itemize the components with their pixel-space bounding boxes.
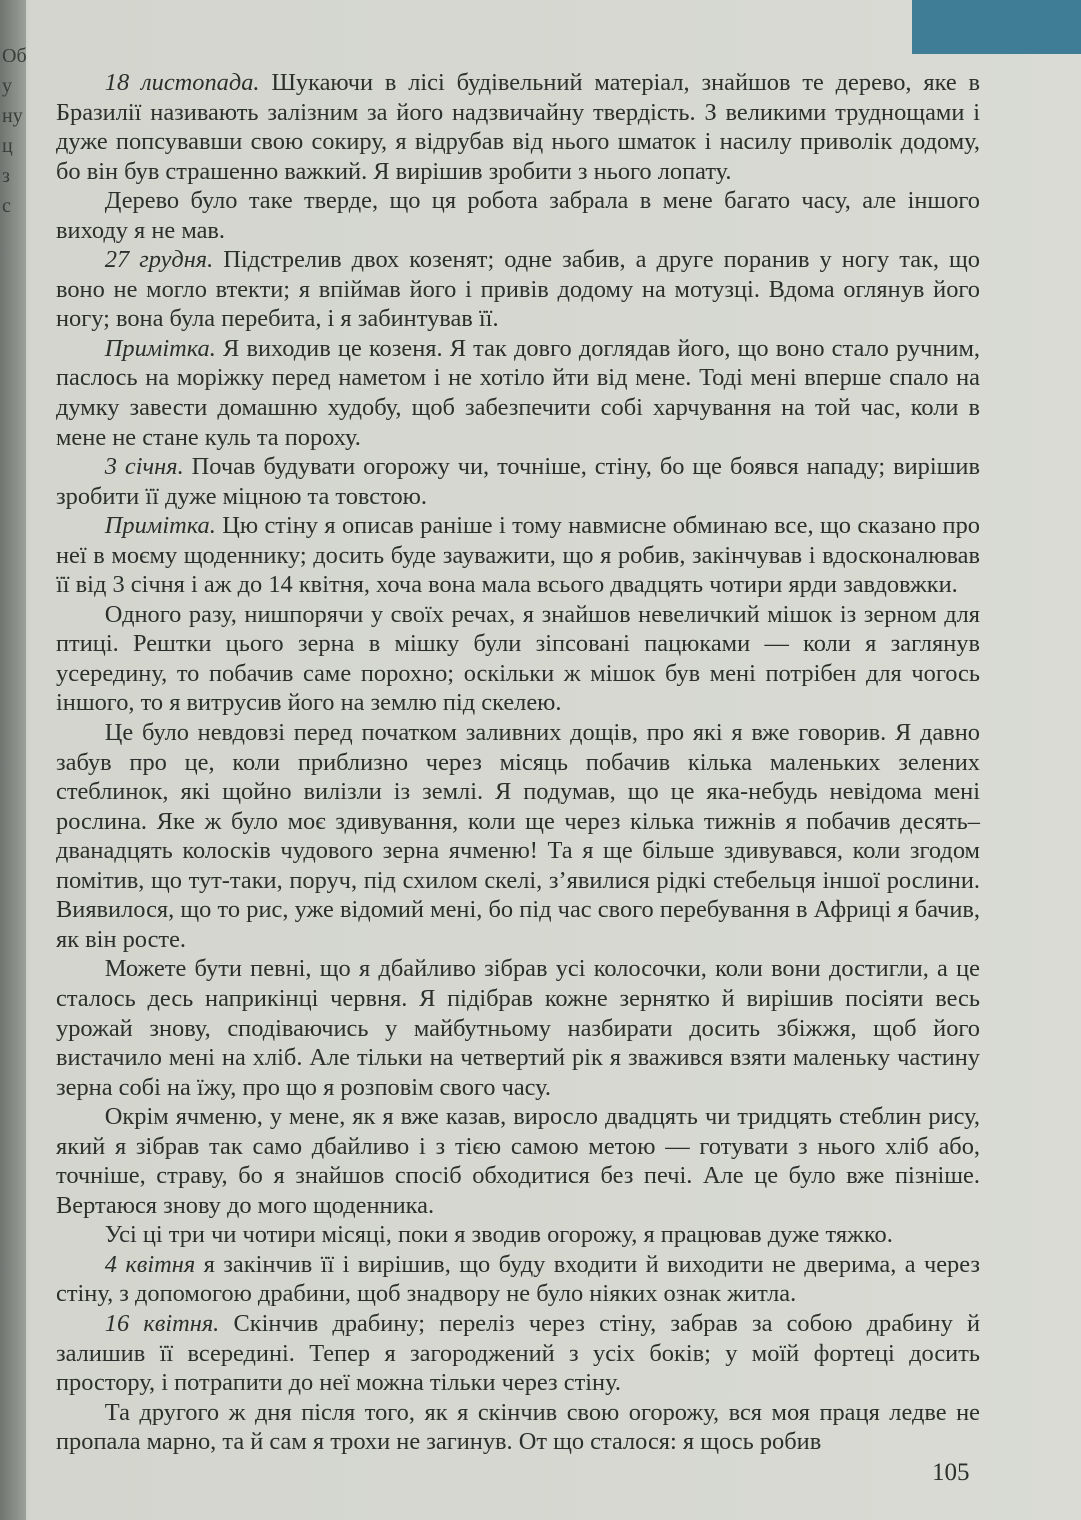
paragraph (56, 1102, 980, 1220)
diary-date: 4 квітня (104, 1250, 196, 1278)
paragraph (56, 186, 980, 245)
note-label: Примітка. (104, 334, 216, 362)
margin-fragment: Об (2, 45, 27, 67)
margin-fragment: з (2, 165, 10, 187)
paragraph-text: я закінчив її і вирішив, що буду входити й виходити не дверима, а через стіну, з допомогою драбини, щоб знадвору не було ніяких ознак житла. (56, 1250, 980, 1308)
paragraph (56, 718, 980, 954)
paragraph (56, 1220, 980, 1250)
paragraph (56, 1250, 980, 1309)
paragraph-text: Усі ці три чи чотири місяці, поки я зводив огорожу, я працював дуже тяжко. (104, 1221, 893, 1249)
book-spine-shadow (0, 0, 26, 1520)
paragraph-text: Одного разу, нишпорячи у своїх речах, я знайшов невеличкий мішок із зерном для птиці. Рештки цього зерна в мішку були зіпсовані пацюками — коли я заглянув усередину, то побачив саме порохно; оскільки ж мішок був мені потрібен для чогось іншого, то я витрусив його на землю під скелею. (56, 600, 980, 717)
margin-fragment: у (2, 75, 12, 97)
paragraph (56, 1309, 980, 1398)
paragraph-text: Скінчив драбину; переліз через стіну, забрав за собою драбину й залишив її всередині. Тепер я загороджений з усіх боків; у моїй фортеці досить простору, і потрапити до неї можна тільки через стіну. (56, 1309, 980, 1397)
paragraph (56, 452, 980, 511)
paragraph-text: Я виходив це козеня. Я так довго доглядав його, що воно стало ручним, паслось на моріжку перед наметом і не хотіло йти від мене. Тоді мені вперше спало на думку завести домашню худобу, щоб забезпечити собі харчування на той час, коли в мене не стане куль та пороху. (56, 334, 980, 451)
paragraph-text: Та другого ж дня після того, як я скінчив свою огорожу, вся моя праця ледве не пропала марно, та й сам я трохи не загинув. От що сталося: я щось робив (56, 1398, 980, 1456)
page-number: 105 (932, 1459, 970, 1486)
paragraph-text: Почав будувати огорожу чи, точніше, стіну, бо ще боявся нападу; вирішив зробити її дуже міцною та товстою. (56, 453, 980, 510)
margin-fragment: ну (2, 105, 23, 127)
diary-date: 27 грудня. (104, 246, 214, 274)
paragraph (56, 600, 980, 718)
paragraph-text: Можете бути певні, що я дбайливо зібрав усі колосочки, коли вони достигли, а це сталось десь наприкінці червня. Я підібрав кожне зернятко й вирішив посіяти весь урожай знову, сподіваючись у майбутньому назбирати досить збіжжя, щоб його вистачило мені на хліб. Але тільки на четвертий рік я зважився взяти маленьку частину зерна собі на їжу, про що я розповім свого часу. (56, 955, 980, 1101)
paragraph-text: Дерево було таке тверде, що ця робота забрала в мене багато часу, але іншого виходу я не мав. (56, 187, 980, 244)
paragraph (56, 334, 980, 452)
diary-date: 18 листопада. (104, 69, 260, 96)
paragraph (56, 1398, 980, 1457)
note-label: Примітка. (104, 512, 216, 540)
paragraph (56, 511, 980, 600)
paragraph (56, 68, 980, 186)
paragraph-text: Це було невдовзі перед початком заливних дощів, про які я вже говорив. Я давно забув про це, коли приблизно через місяць побачив кілька маленьких зелених стеблинок, які щойно вилізли із землі. Я подумав, що це яка-небудь невідома мені рослина. Яке ж було моє здивування, коли ще через кілька тижнів я побачив десять–дванадцять колосків чудового зерна ячменю! Та я ще більше здивувався, коли згодом помітив, що тут-таки, поруч, під схилом скелі, з’явилися рідкі стебельця іншої рослини. Виявилося, що то рис, уже відомий мені, бо під час свого перебування в Африці я бачив, як він росте. (56, 719, 980, 953)
section-color-tab (912, 0, 1081, 54)
margin-fragment: ц (2, 135, 13, 157)
paragraph-text: Шукаючи в лісі будівельний матеріал, знайшов те дерево, яке в Бразилії називають залізним за його надзвичайну твердість. З великими труднощами і дуже попсувавши свою сокиру, я відрубав від нього шматок і насилу приволік додому, бо він був страшенно важкий. Я вирішив зробити з нього лопату. (56, 69, 980, 185)
body-text (56, 68, 980, 1457)
diary-date: 3 січня. (104, 453, 184, 481)
diary-date: 16 квітня. (104, 1309, 220, 1337)
paragraph (56, 245, 980, 334)
paragraph-text: Підстрелив двох козенят; одне забив, а друге поранив у ногу так, що воно не могло втекти; я впіймав його і привів додому на мотузці. Вдома оглянув його ногу; вона була перебита, і я забинтував її. (56, 246, 980, 333)
paragraph-text: Цю стіну я описав раніше і тому навмисне обминаю все, що сказано про неї в моєму щоденнику; досить буде зауважити, що я робив, закінчував і вдосконалював її від 3 січня і аж до 14 квітня, хоча вона мала всього двадцять чотири ярди завдовжки. (56, 512, 980, 599)
margin-fragment: с (2, 195, 11, 217)
paragraph-text: Окрім ячменю, у мене, як я вже казав, виросло двадцять чи тридцять стеблин рису, який я зібрав так само дбайливо і з тією самою метою — готувати з нього хліб або, точніше, страву, бо я знайшов спосіб обходитися без печі. Але це було вже пізніше. Вертаюся знову до мого щоденника. (56, 1103, 980, 1219)
paragraph (56, 954, 980, 1102)
